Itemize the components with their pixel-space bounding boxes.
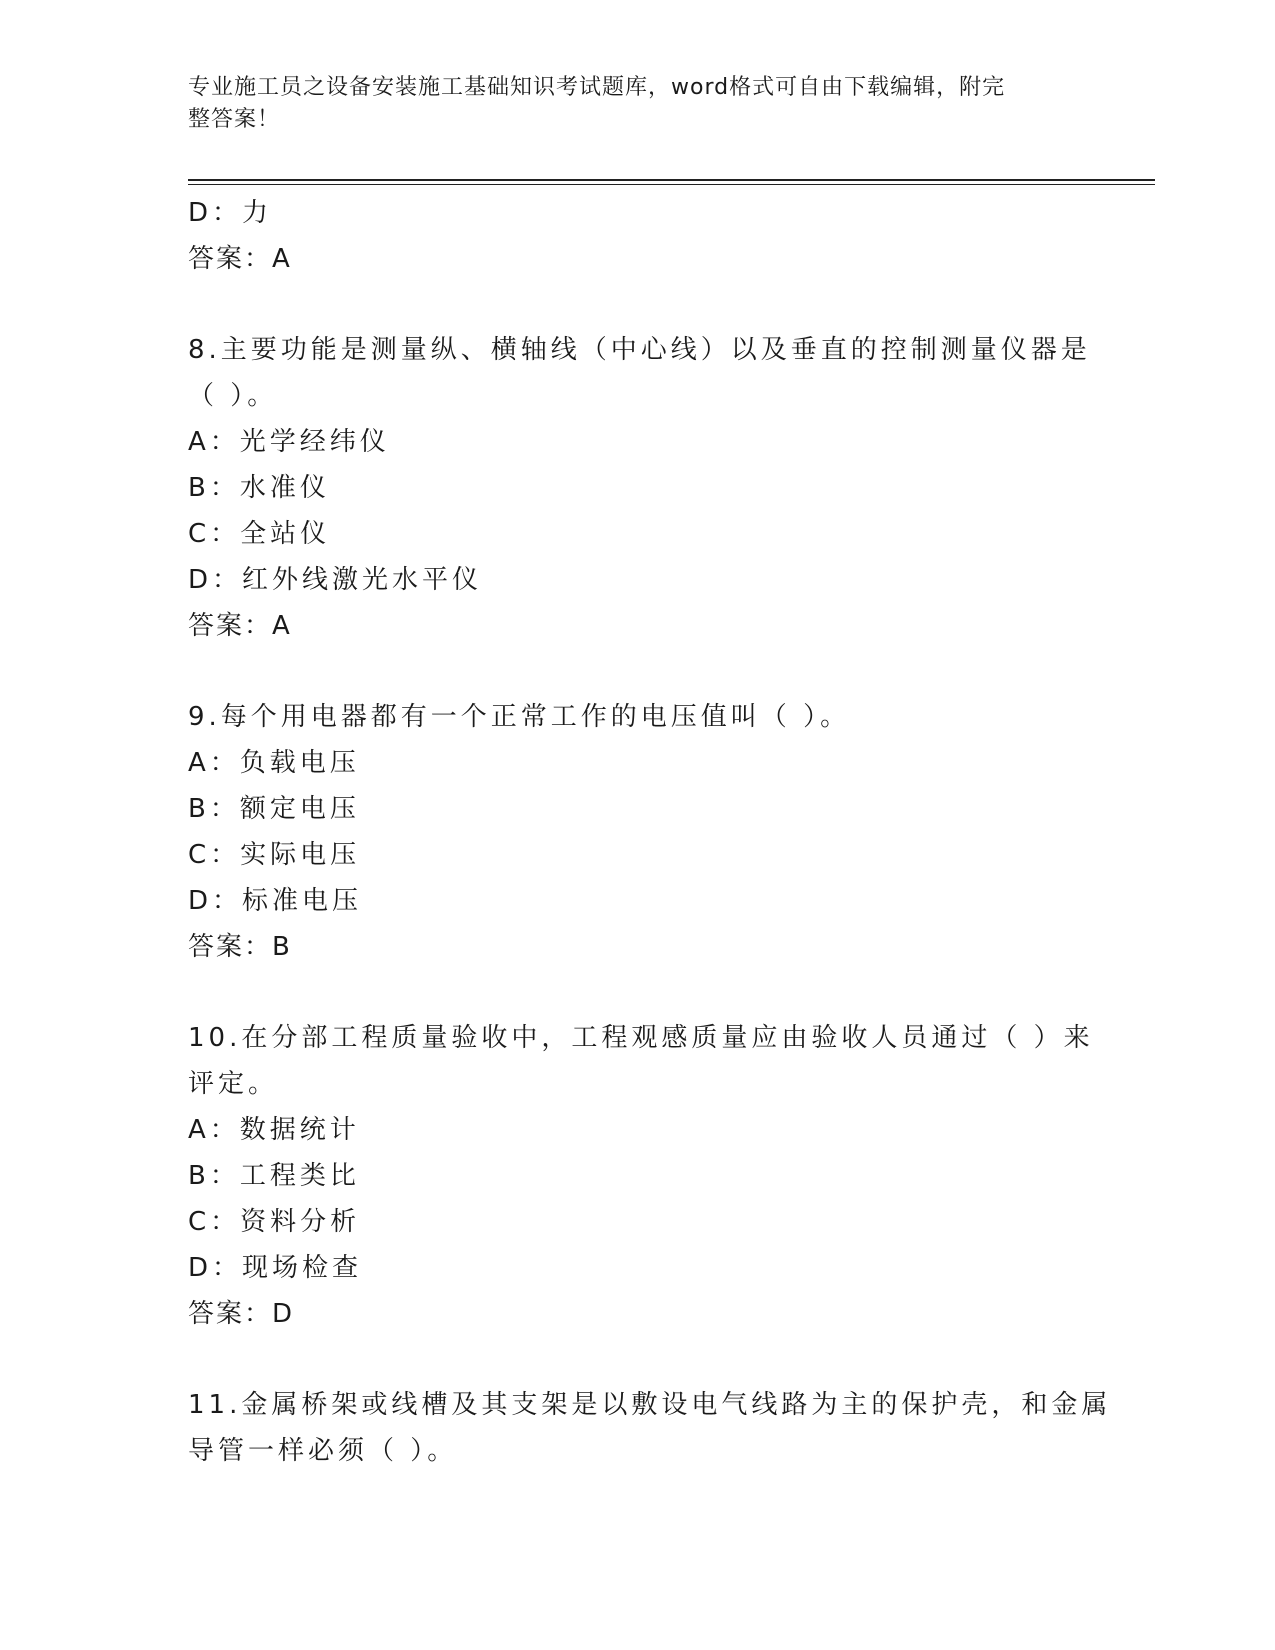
option-a: A：光学经纬仪 [188, 427, 390, 457]
header-line-1: 专业施工员之设备安装施工基础知识考试题库，word格式可自由下载编辑，附完 [188, 75, 1006, 100]
question-stem-cont: 评定。 [188, 1069, 279, 1099]
question-stem: 10.在分部工程质量验收中，工程观感质量应由验收人员通过（ ）来 [188, 1023, 1094, 1053]
header-divider-thin [188, 184, 1155, 185]
option-d: D：红外线激光水平仪 [188, 565, 483, 595]
question-stem-cont: 导管一样必须（ ）。 [188, 1436, 458, 1466]
option-c: C：全站仪 [188, 519, 331, 549]
option-b: B：工程类比 [188, 1161, 360, 1191]
option-d: D：现场检查 [188, 1253, 363, 1283]
header-divider [188, 179, 1155, 181]
option-a: A：数据统计 [188, 1115, 360, 1145]
question-8 [188, 327, 1091, 649]
answer: 答案：B [188, 932, 292, 962]
option-c: C：实际电压 [188, 840, 361, 870]
option-d: D：标准电压 [188, 886, 363, 916]
option-c: C：资料分析 [188, 1207, 361, 1237]
question-stem: 8.主要功能是测量纵、横轴线（中心线）以及垂直的控制测量仪器是 [188, 335, 1091, 365]
question-stem: 11.金属桥架或线槽及其支架是以敷设电气线路为主的保护壳，和金属 [188, 1390, 1112, 1420]
option-b: B：水准仪 [188, 473, 330, 503]
answer: 答案：D [188, 1299, 295, 1329]
answer: 答案：A [188, 244, 292, 274]
option-d: D：力 [188, 198, 273, 228]
option-a: A：负载电压 [188, 748, 360, 778]
document-body [188, 190, 1112, 1474]
question-7-tail [188, 190, 1088, 282]
header-line-2: 整答案！ [188, 107, 281, 132]
question-stem-cont: （ ）。 [188, 381, 278, 411]
question-9 [188, 694, 1088, 970]
question-11 [188, 1382, 1112, 1474]
answer: 答案：A [188, 611, 292, 641]
document-header [188, 72, 1078, 136]
question-10 [188, 1015, 1094, 1337]
option-b: B：额定电压 [188, 794, 360, 824]
question-stem: 9.每个用电器都有一个正常工作的电压值叫（ ）。 [188, 702, 851, 732]
